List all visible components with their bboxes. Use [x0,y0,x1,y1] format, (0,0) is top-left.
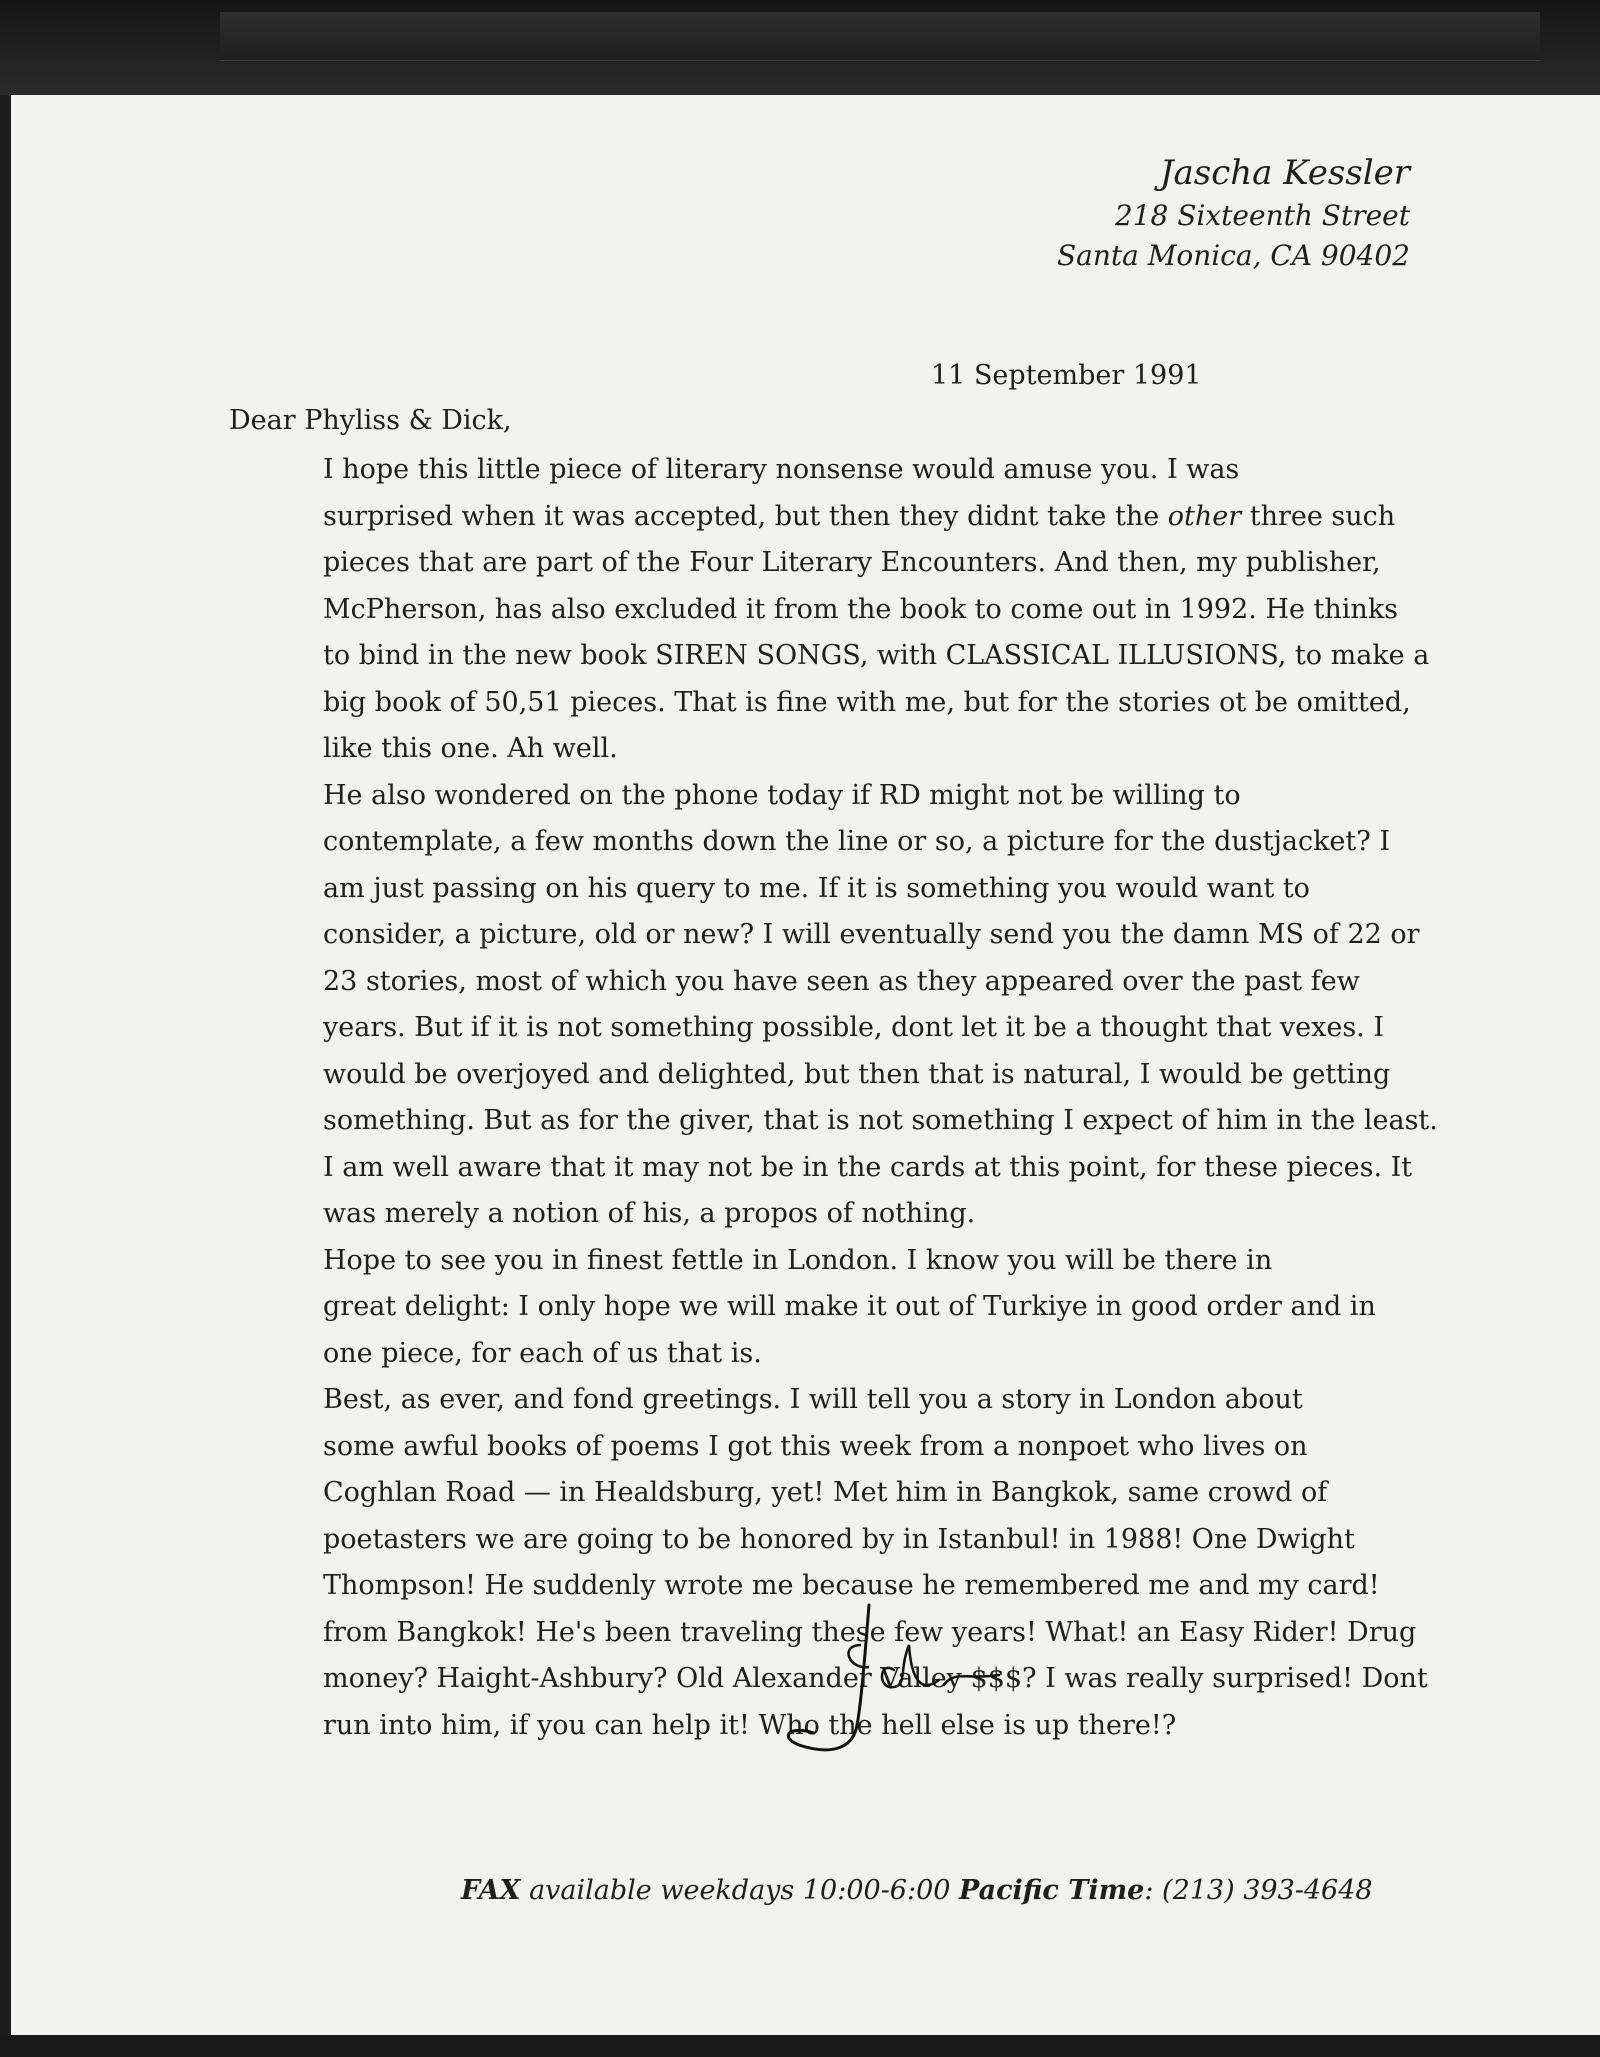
salutation: Dear Phyliss & Dick, [229,405,512,436]
timezone-label: Pacific Time [959,1875,1145,1906]
body-line: contemplate, a few months down the line or so, a picture for the dustjacket? I [323,826,1390,857]
handwritten-signature [769,1575,1029,1775]
body-line-start: surprised when it was accepted, but then they didnt take the [323,500,1168,532]
body-line: poetasters we are going to be honored by in Istanbul! in 1988! One Dwight [323,1523,1355,1555]
body-line: Best, as ever, and fond greetings. I will tell you a story in London about [323,1384,1303,1415]
sender-street: 218 Sixteenth Street [1114,199,1410,232]
fax-number: : (213) 393-4648 [1144,1875,1373,1906]
body-line: 23 stories, most of which you have seen as they appeared over the past few [323,965,1360,997]
letter-page [11,95,1600,2035]
body-line: was merely a notion of his, a propos of nothing. [323,1198,976,1229]
body-line: I am well aware that it may not be in the cards at this point, for these pieces. It [323,1151,1413,1183]
body-line: to bind in the new book SIREN SONGS, with CLASSICAL ILLUSIONS, to make a [323,640,1430,671]
fax-footer [461,1875,1373,1906]
body-line: Thompson! He suddenly wrote me because he remembered me and my card! [323,1570,1380,1601]
body-line: like this one. Ah well. [323,733,618,764]
scanner-edge-bottom [0,2035,1600,2057]
body-line: Coghlan Road — in Healdsburg, yet! Met him in Bangkok, same crowd of [323,1477,1328,1508]
body-line: would be overjoyed and delighted, but then that is natural, I would be getting [323,1058,1391,1090]
body-line: big book of 50,51 pieces. That is fine with me, but for the stories ot be omitted, [323,686,1411,718]
scanner-edge-top [0,0,1600,95]
body-line: He also wondered on the phone today if RD might not be willing to [323,779,1241,811]
sender-block [1057,150,1410,276]
body-line-end: three such [1241,500,1396,532]
body-line: Hope to see you in finest fettle in London. I know you will be there in [323,1244,1273,1276]
sender-name: Jascha Kessler [1159,153,1410,193]
paragraph-3 [229,1238,1376,1378]
body-line: consider, a picture, old or new? I will eventually send you the damn MS of 22 or [323,919,1420,950]
body-line: money? Haight-Ashbury? Old Alexander Valley $$$? I was really surprised! Dont [323,1663,1428,1694]
body-line: run into him, if you can help it! Who the hell else is up there!? [323,1709,1177,1741]
letter-date: 11 September 1991 [931,360,1202,391]
body-line: pieces that are part of the Four Literary Encounters. And then, my publisher, [323,547,1381,578]
fax-label: FAX [461,1875,521,1906]
emphasized-word: other [1167,500,1242,532]
letter-body [229,447,1438,1749]
fax-hours: available weekdays 10:00-6:00 [520,1875,960,1906]
body-line: McPherson, has also excluded it from the book to come out in 1992. He thinks [323,593,1399,625]
body-line: years. But if it is not something possible, dont let it be a thought that vexes. I [323,1012,1385,1043]
body-line: something. But as for the giver, that is not something I expect of him in the least. [323,1105,1438,1136]
sender-city: Santa Monica, CA 90402 [1056,239,1410,272]
body-line: some awful books of poems I got this week from a nonpoet who lives on [323,1430,1308,1462]
paragraph-1 [229,447,1430,773]
scanner-strip [220,12,1540,61]
body-line [229,494,1396,541]
body-line: I hope this little piece of literary nonsense would amuse you. I was [323,454,1240,485]
paragraph-2 [229,773,1438,1238]
body-line: am just passing on his query to me. If it is something you would want to [323,872,1310,904]
body-line: great delight: I only hope we will make it out of Turkiye in good order and in [323,1291,1376,1322]
body-line: one piece, for each of us that is. [323,1337,762,1369]
body-line: from Bangkok! He's been traveling these few years! What! an Easy Rider! Drug [323,1616,1417,1648]
